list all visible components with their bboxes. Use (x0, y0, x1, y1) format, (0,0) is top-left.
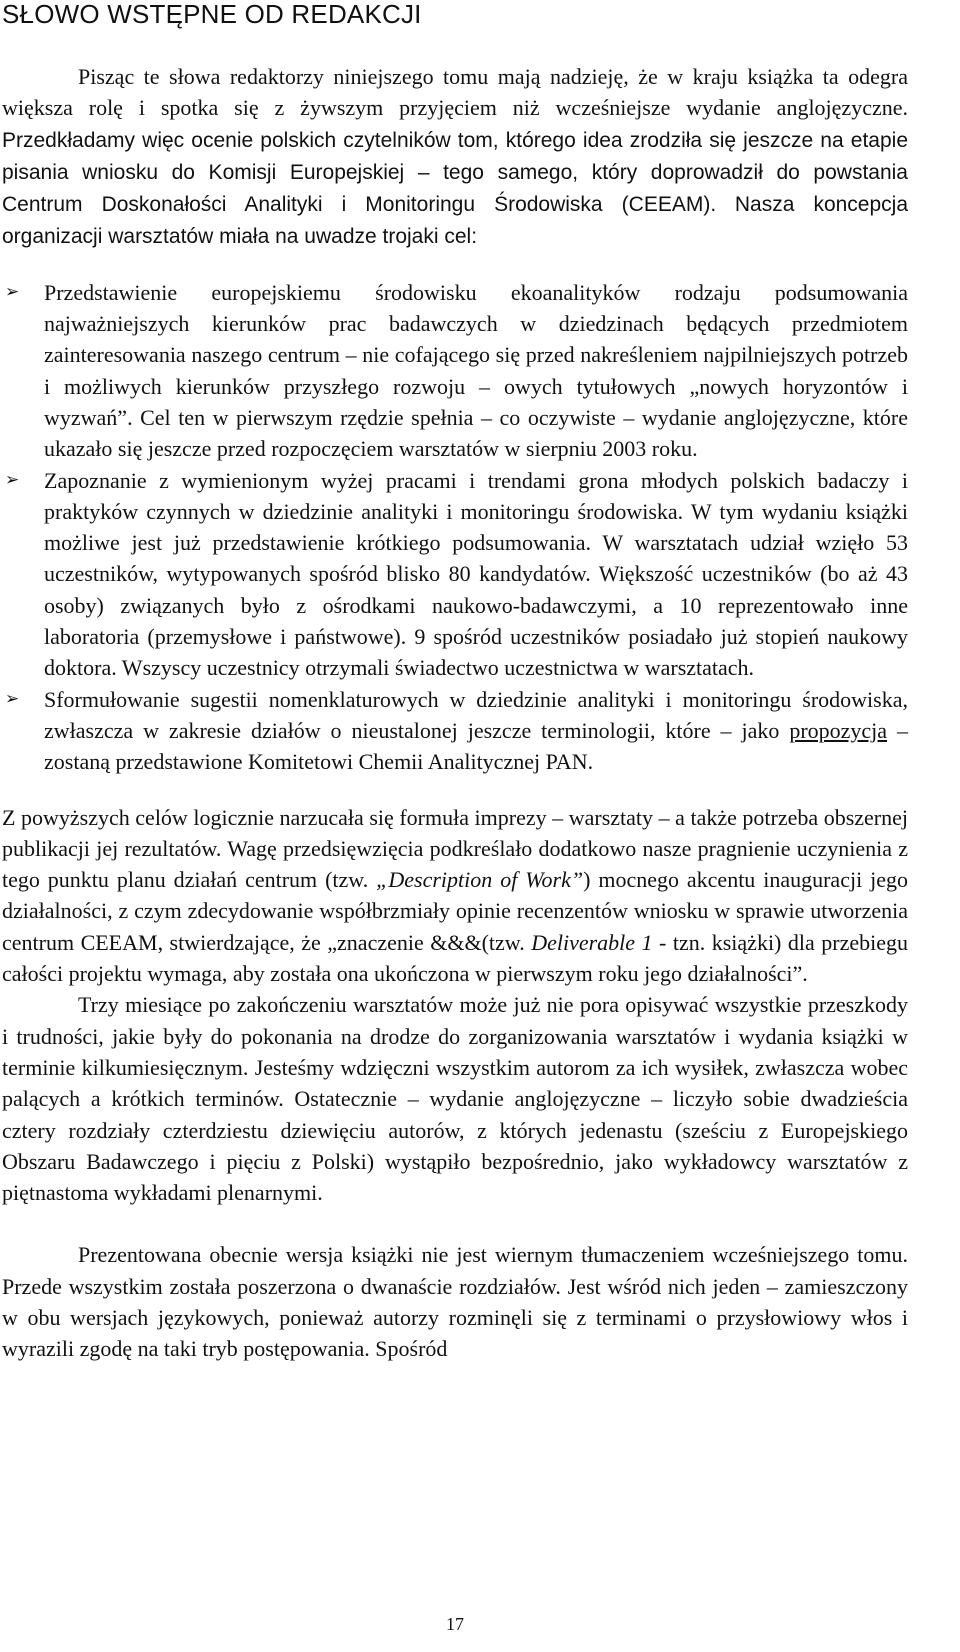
intro-part-3: Nasza koncepcja organizacji warsztatów miała na uwadze trojaki cel: (2, 193, 909, 249)
document-body (2, 61, 908, 1365)
paragraph-spacer (2, 1208, 908, 1239)
list-item (2, 684, 908, 778)
underlined-term: propozycja (789, 717, 888, 743)
list-item-text: Przedstawienie europejskiemu środowisku ekoanalityków rodzaju podsumowania najważniejszych kierunków prac badawczych w dziedzinach będących przedmiotem zainteresowania naszego centrum – nie cofającego się przed nakreśleniem najpilniejszych potrzeb i możliwych kierunków przyszłego rozwoju – owych tytułowych „nowych horyzontów i wyzwań”. Cel ten w pierwszym rzędzie spełnia – co oczywiste – wydanie anglojęzyczne, które ukazało się jeszcze przed rozpoczęciem warsztatów w sierpniu 2003 roku. (44, 279, 908, 462)
current-edition-paragraph: Prezentowana obecnie wersja książki nie jest wiernym tłumaczeniem wcześniejszego tomu. Przede wszystkim została poszerzona o dwanaście rozdziałów. Jest wśród nich jeden – zamieszczony w obu wersjach językowych, ponieważ autorzy rozminęli się z terminami o przysłowiowy włos i wyrazili zgodę na taki tryb postępowania. Spośród (2, 1242, 908, 1362)
page-number: 17 (446, 1614, 464, 1634)
intro-part-1: Pisząc te słowa redaktorzy niniejszego tomu mają nadzieję, że w kraju książka ta odegra większa rolę i spotka się z żywszym przyjęciem niż wcześniejsze wydanie anglojęzyczne. (2, 64, 908, 121)
goals-list (2, 277, 908, 778)
list-item (2, 277, 908, 465)
description-of-work-term: „Description of Work” (376, 867, 584, 893)
deliverable-term: Deliverable 1 (531, 929, 653, 955)
intro-paragraph (2, 61, 908, 253)
goals-text-3: - tzn. książki) dla przebiegu całości projektu wymaga, aby została ona ukończona w pierwszym roku jego działalności”. (2, 929, 908, 987)
list-item-text: Zapoznanie z wymienionym wyżej pracami i trendami grona młodych polskich badaczy i praktyków czynnych w dziedzinie analityki i monitoringu środowiska. W tym wydaniu książki możliwe jest już przedstawienie krótkiego podsumowania. W warsztatach udział wzięło 53 uczestników, wytypowanych spośród blisko 80 kandydatów. Większość uczestników (bo aż 43 osoby) związanych było z ośrodkami naukowo-badawczymi, a 10 reprezentowało inne laboratoria (przemysłowe i państwowe). 9 spośród uczestników posiadało już stopień naukowy doktora. Wszyscy uczestnicy otrzymali świadectwo uczestnictwa w warsztatach. (44, 467, 908, 681)
list-item (2, 465, 908, 684)
arrowhead-bullet-icon: ➢ (5, 281, 20, 302)
arrowhead-bullet-icon: ➢ (5, 688, 20, 709)
page-title: SŁOWO WSTĘPNE OD REDAKCJI (2, 0, 422, 29)
intro-part-2: Przedkładamy więc ocenie polskich czytelników tom, którego idea zrodziła się jeszcze na etapie pisania wniosku do Komisji Europejskiej – tego samego, który doprowadził do powstania Centrum Doskonałości Analityki i Monitoringu Środowiska (CEEAM). (2, 128, 908, 217)
thanks-paragraph: Trzy miesiące po zakończeniu warsztatów może już nie pora opisywać wszystkie przeszkody i trudności, jakie były do pokonania na drodze do zorganizowania warsztatów i wydania książki w terminie kilkumiesięcznym. Jesteśmy wdzięczni wszystkim autorom za ich wysiłek, zwłaszcza wobec palących a krótkich terminów. Ostatecznie – wydanie anglojęzyczne – liczyło sobie dwadzieścia cztery rozdziały czterdziestu dziewięciu autorów, z których jedenastu (sześciu z Europejskiego Obszaru Badawczego i pięciu z Polski) wystąpiło bezpośrednio, jako wykładowcy warsztatów z piętnastoma wykładami plenarnymi. (2, 992, 908, 1206)
goals-text-2: ) mocnego akcentu inauguracji jego działalności, z czym zdecydowanie współbrzmiały opinie recenzentów wniosku w sprawie utworzenia centrum CEEAM, stwierdzające, że „znaczenie &&&(tzw. (2, 867, 908, 955)
goals-text-1: Z powyższych celów logicznie narzucała się formuła imprezy – warsztaty – a także potrzeba obszernej publikacji jej rezultatów. Wagę przedsięwzięcia podkreślało dodatkowo nasze pragnienie uczynienia z tego punktu planu działań centrum (tzw. (2, 804, 908, 893)
list-item-text-before: Sformułowanie sugestii nomenklaturowych w dziedzinie analityki i monitoringu środowiska, zwłaszcza w zakresie działów o nieustalonej jeszcze terminologii, które – jako (44, 686, 908, 743)
goals-paragraph (2, 802, 908, 990)
list-item-text-after: – zostaną przedstawione Komitetowi Chemii Analitycznej PAN. (44, 717, 908, 775)
arrowhead-bullet-icon: ➢ (5, 469, 20, 490)
